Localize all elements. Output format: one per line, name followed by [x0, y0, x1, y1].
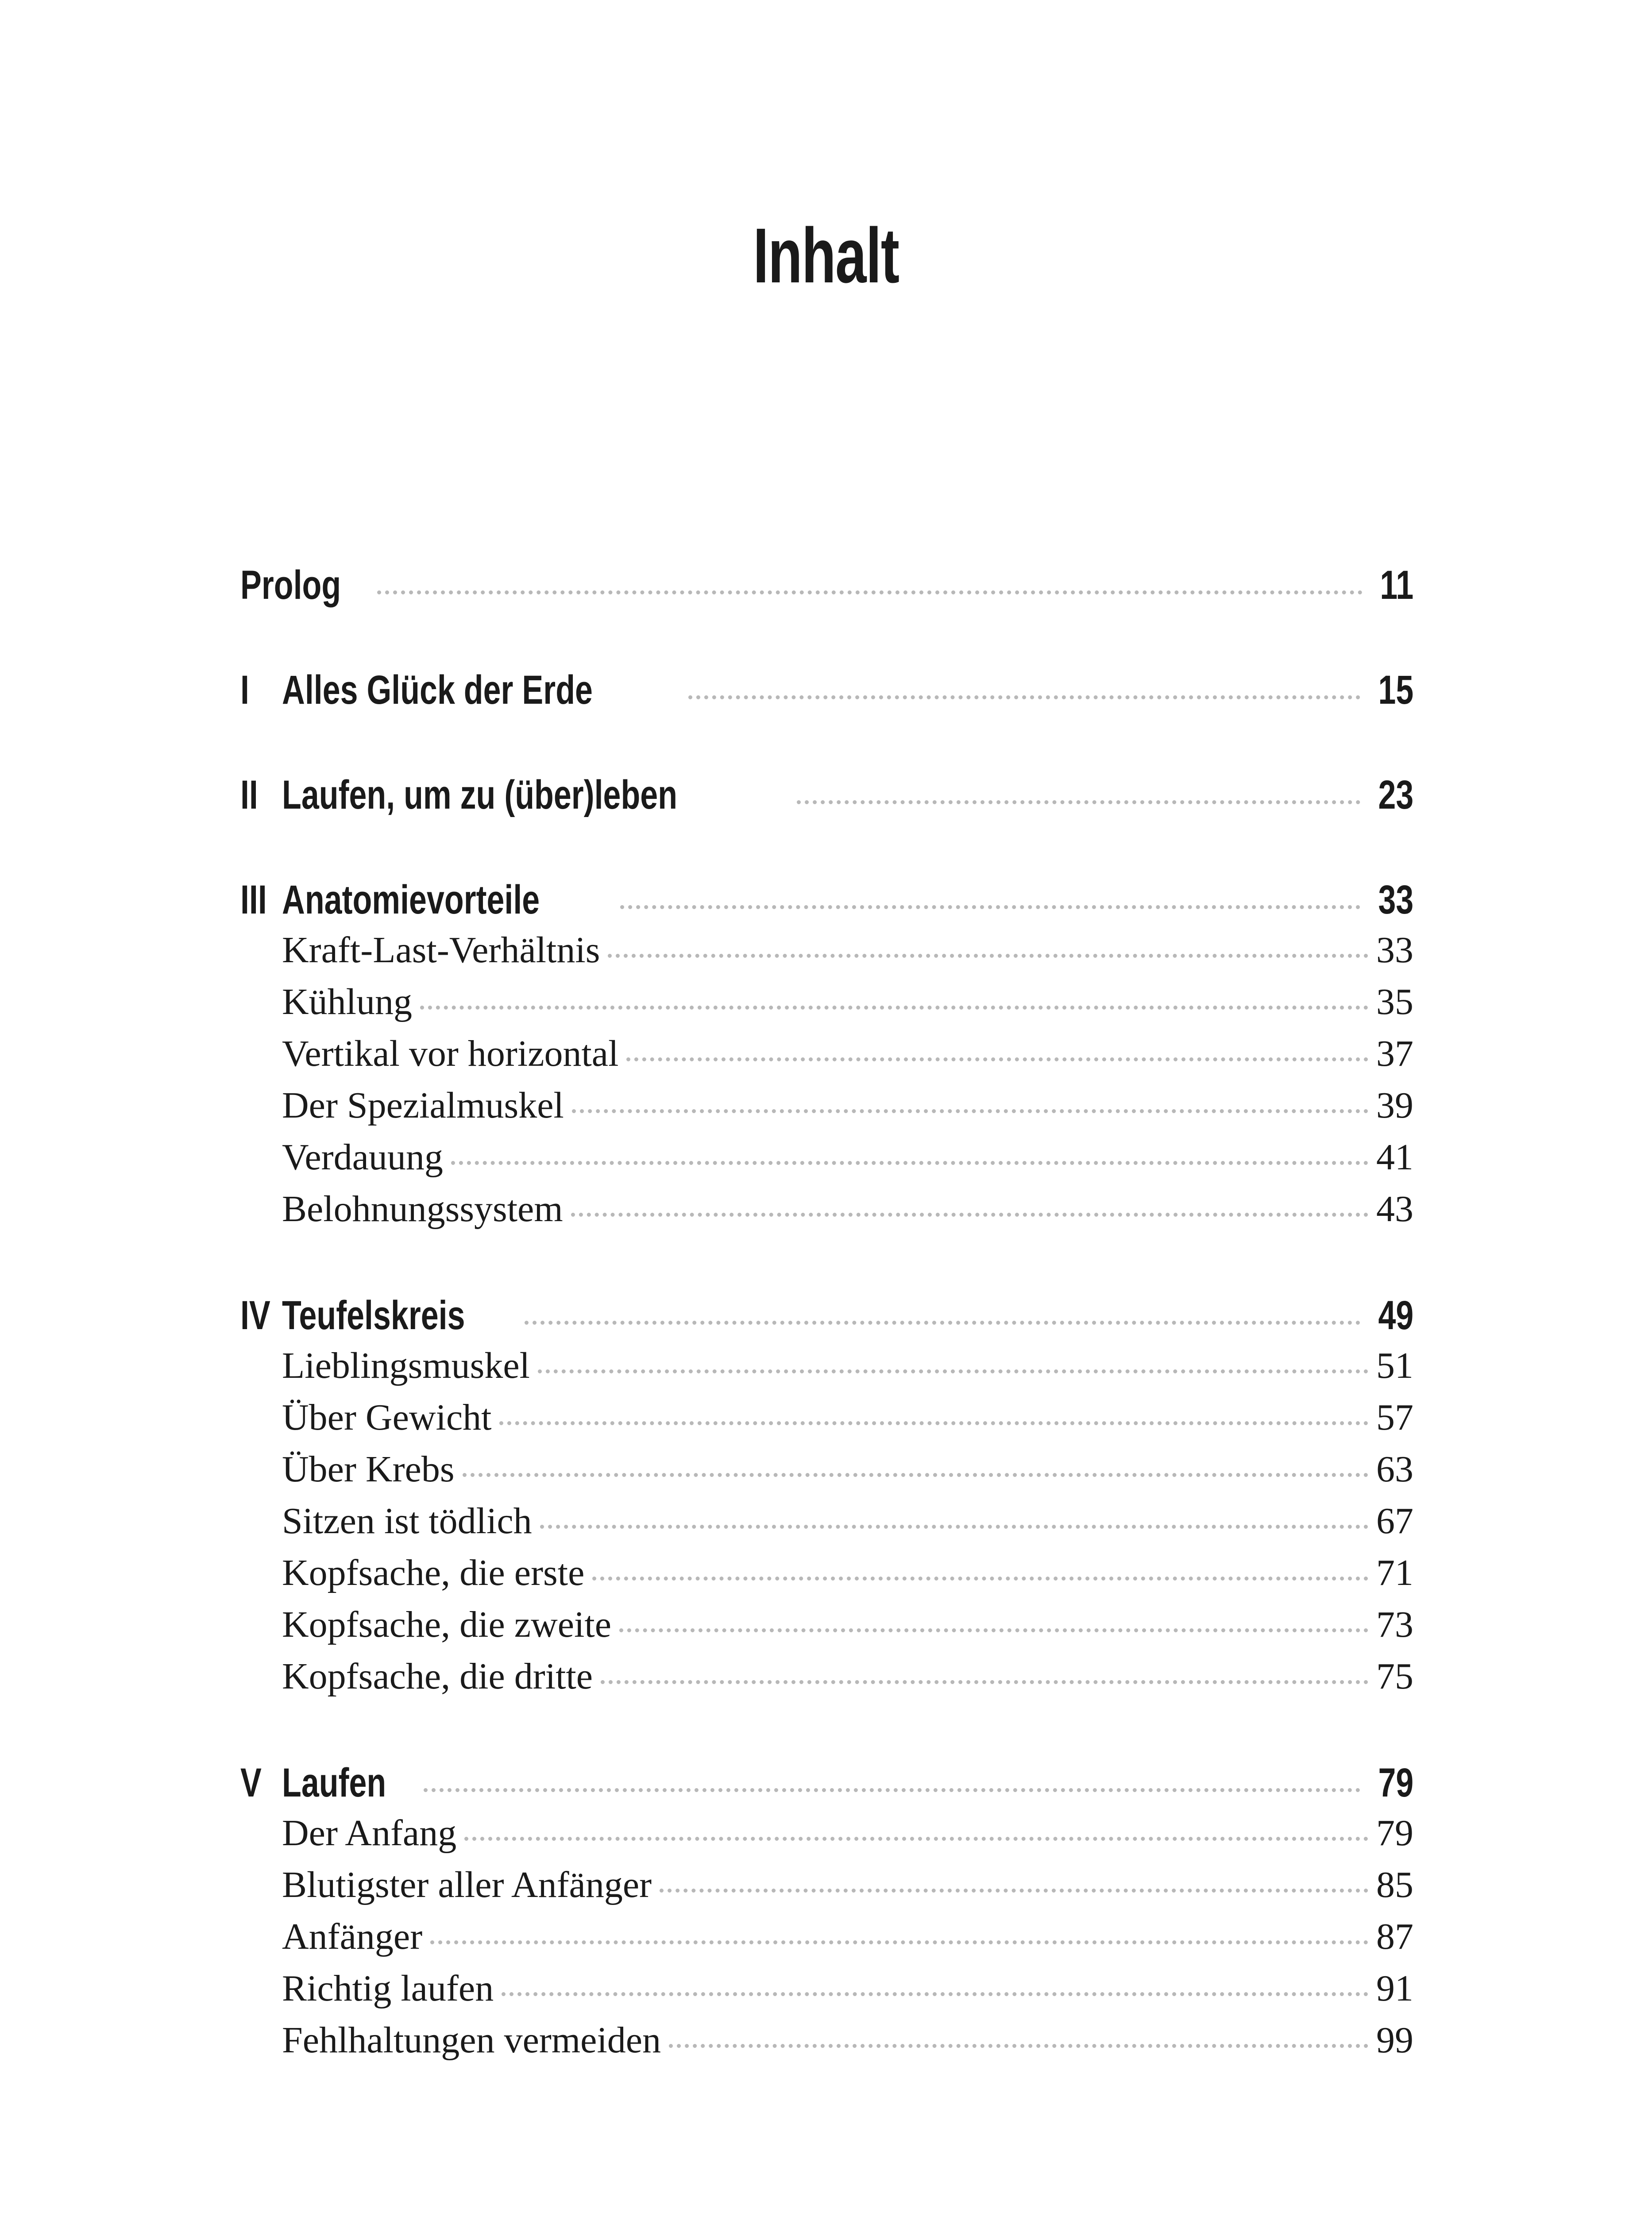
chapter-title: Laufen, um zu (über)leben: [282, 772, 678, 817]
dot-leader: [608, 954, 1368, 958]
dot-leader: [688, 695, 1360, 699]
section-page-number: 39: [1376, 1085, 1413, 1126]
section-page-number: 67: [1376, 1500, 1413, 1542]
section-title: Sitzen ist tödlich: [282, 1500, 532, 1542]
toc-section-entry[interactable]: [240, 1396, 1413, 1448]
chapter-title: Prolog: [240, 563, 341, 608]
toc-chapter: [240, 1760, 1413, 2070]
table-of-contents: [240, 562, 1413, 2124]
chapter-title: Teufelskreis: [282, 1293, 465, 1338]
dot-leader: [463, 1473, 1368, 1477]
toc-section-entry[interactable]: [240, 980, 1413, 1032]
section-title: Kopfsache, die erste: [282, 1552, 585, 1593]
dot-leader: [499, 1421, 1368, 1425]
chapter-numeral: II: [240, 772, 258, 817]
section-page-number: 35: [1376, 981, 1413, 1022]
dot-leader: [525, 1321, 1360, 1325]
section-page-number: 57: [1376, 1397, 1413, 1438]
section-title: Anfänger: [282, 1916, 423, 1957]
section-title: Kopfsache, die zweite: [282, 1604, 611, 1645]
chapter-page-number: 15: [1378, 667, 1413, 713]
toc-chapter: [240, 1292, 1413, 1707]
dot-leader: [571, 1213, 1368, 1217]
toc-chapter: [240, 877, 1413, 1239]
dot-leader: [669, 2044, 1368, 2048]
dot-leader: [601, 1680, 1368, 1684]
chapter-page-number: 23: [1378, 772, 1413, 817]
toc-section-entry[interactable]: [240, 1603, 1413, 1655]
toc-section-entry[interactable]: [240, 2019, 1413, 2070]
toc-chapter: [240, 562, 1413, 614]
section-page-number: 75: [1376, 1656, 1413, 1697]
chapter-title: Alles Glück der Erde: [282, 667, 593, 713]
toc-chapter-entry[interactable]: [240, 772, 1413, 824]
section-page-number: 79: [1376, 1812, 1413, 1854]
chapter-numeral: IV: [240, 1293, 270, 1338]
section-title: Blutigster aller Anfänger: [282, 1864, 652, 1905]
toc-section-entry[interactable]: [240, 1084, 1413, 1136]
dot-leader: [502, 1992, 1368, 1996]
toc-section-entry[interactable]: [240, 1448, 1413, 1500]
section-title: Lieblingsmuskel: [282, 1345, 530, 1386]
section-page-number: 37: [1376, 1033, 1413, 1074]
section-page-number: 63: [1376, 1449, 1413, 1490]
dot-leader: [619, 1628, 1368, 1632]
section-title: Kraft-Last-Verhältnis: [282, 929, 600, 971]
dot-leader: [572, 1109, 1368, 1113]
toc-chapter-entry[interactable]: [240, 877, 1413, 929]
toc-section-entry[interactable]: [240, 1967, 1413, 2019]
section-page-number: 43: [1376, 1188, 1413, 1230]
toc-section-entry[interactable]: [240, 1344, 1413, 1396]
section-title: Der Spezialmuskel: [282, 1085, 564, 1126]
dot-leader: [592, 1577, 1368, 1581]
toc-section-entry[interactable]: [240, 1863, 1413, 1915]
section-title: Verdauung: [282, 1137, 443, 1178]
toc-chapter-entry[interactable]: [240, 1760, 1413, 1812]
toc-section-entry[interactable]: [240, 1655, 1413, 1707]
toc-section-entry[interactable]: [240, 1136, 1413, 1187]
dot-leader: [538, 1369, 1368, 1373]
dot-leader: [377, 590, 1362, 594]
section-title: Belohnungssystem: [282, 1188, 563, 1230]
section-title: Vertikal vor horizontal: [282, 1033, 619, 1074]
toc-chapter-entry[interactable]: [240, 562, 1413, 614]
dot-leader: [626, 1057, 1368, 1061]
section-page-number: 41: [1376, 1137, 1413, 1178]
section-title: Fehlhaltungen vermeiden: [282, 2020, 661, 2061]
section-page-number: 85: [1376, 1864, 1413, 1905]
toc-section-entry[interactable]: [240, 1500, 1413, 1551]
chapter-page-number: 11: [1380, 563, 1413, 608]
toc-section-entry[interactable]: [240, 1187, 1413, 1239]
section-page-number: 87: [1376, 1916, 1413, 1957]
section-title: Über Krebs: [282, 1449, 455, 1490]
toc-section-entry[interactable]: [240, 929, 1413, 980]
chapter-title: Anatomievorteile: [282, 877, 540, 922]
toc-section-entry[interactable]: [240, 1032, 1413, 1084]
section-page-number: 33: [1376, 929, 1413, 971]
section-page-number: 51: [1376, 1345, 1413, 1386]
dot-leader: [660, 1889, 1368, 1893]
toc-section-entry[interactable]: [240, 1812, 1413, 1863]
toc-chapter: [240, 667, 1413, 719]
toc-chapter: [240, 772, 1413, 824]
toc-section-entry[interactable]: [240, 1915, 1413, 1967]
section-page-number: 99: [1376, 2020, 1413, 2061]
section-title: Kühlung: [282, 981, 412, 1022]
chapter-numeral: III: [240, 877, 267, 922]
section-page-number: 73: [1376, 1604, 1413, 1645]
chapter-page-number: 33: [1378, 877, 1413, 922]
section-title: Über Gewicht: [282, 1397, 492, 1438]
dot-leader: [797, 800, 1360, 804]
dot-leader: [430, 1940, 1368, 1944]
toc-chapter-entry[interactable]: [240, 667, 1413, 719]
dot-leader: [540, 1525, 1368, 1529]
chapter-page-number: 79: [1378, 1760, 1413, 1805]
page-title: Inhalt: [753, 212, 899, 299]
dot-leader: [620, 905, 1360, 909]
dot-leader: [420, 1006, 1368, 1010]
toc-section-entry[interactable]: [240, 1551, 1413, 1603]
chapter-page-number: 49: [1378, 1293, 1413, 1338]
chapter-title: Laufen: [282, 1760, 386, 1805]
chapter-numeral: I: [240, 667, 249, 713]
dot-leader: [451, 1161, 1368, 1165]
section-page-number: 71: [1376, 1552, 1413, 1593]
section-page-number: 91: [1376, 1968, 1413, 2009]
section-title: Der Anfang: [282, 1812, 457, 1854]
dot-leader: [424, 1788, 1360, 1792]
toc-chapter-entry[interactable]: [240, 1292, 1413, 1344]
dot-leader: [464, 1837, 1368, 1841]
chapter-numeral: V: [240, 1760, 262, 1805]
section-title: Kopfsache, die dritte: [282, 1656, 593, 1697]
section-title: Richtig laufen: [282, 1968, 494, 2009]
